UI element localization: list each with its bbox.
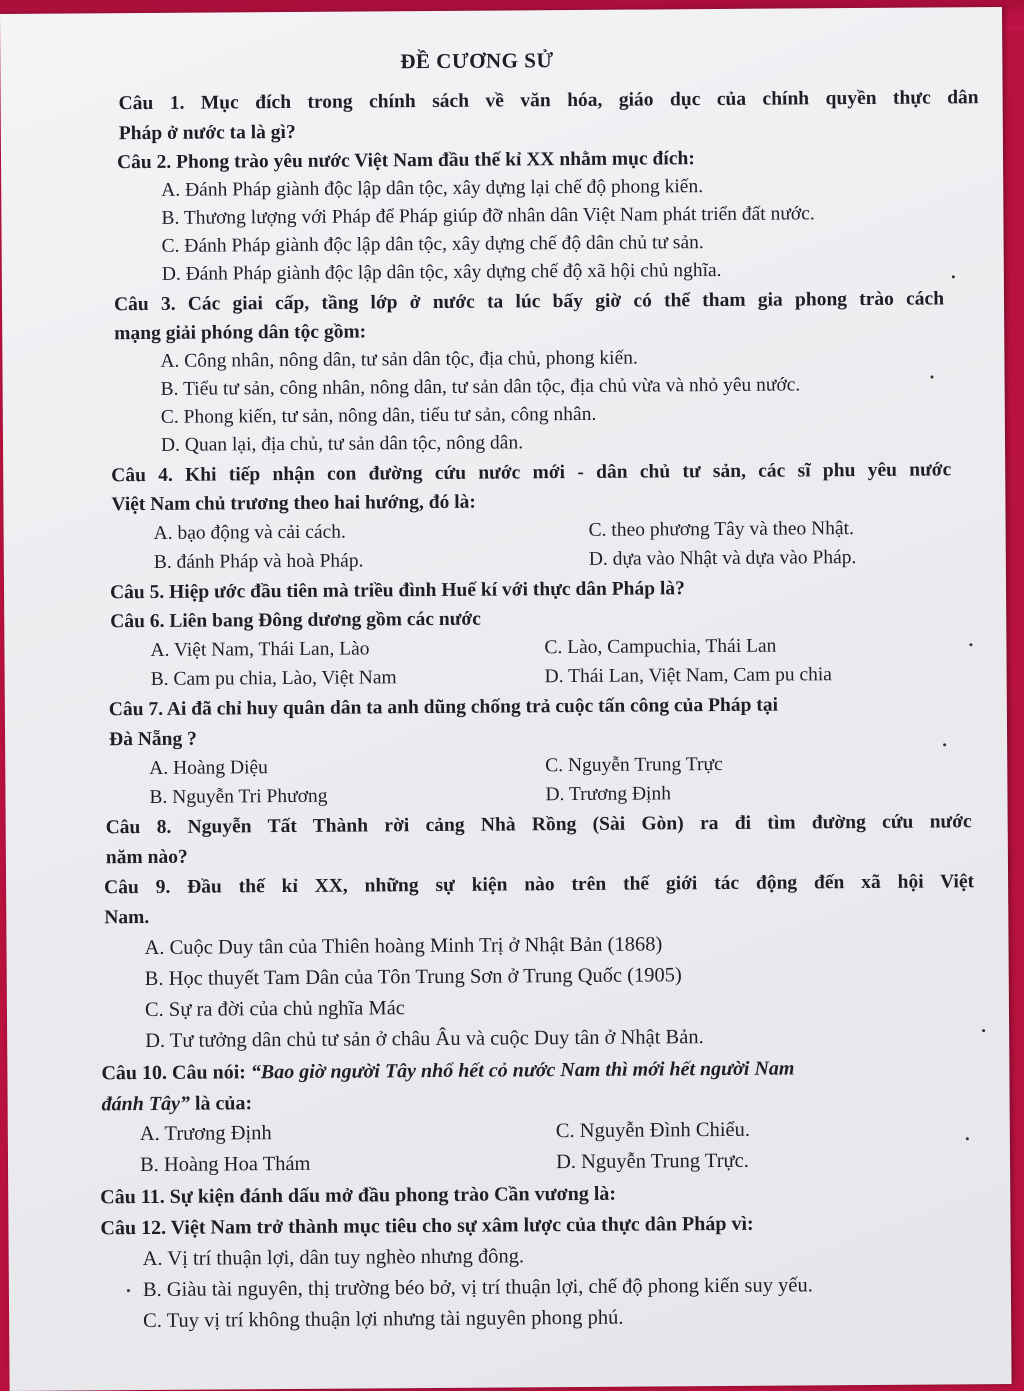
question-5: Câu 5. Hiệp ước đầu tiên mà triều đình Huế kí với thực dân Pháp là?	[109, 578, 685, 604]
question-3-line-1: Câu 3. Các giai cấp, tầng lớp ở nước ta lúc bấy giờ có thể tham gia phong trào cách	[113, 288, 945, 316]
question-7-option-b: B. Nguyễn Tri Phương	[149, 785, 328, 808]
question-7-option-d: D. Trương Định	[545, 783, 672, 806]
question-12-option-b: B. Giàu tài nguyên, thị trường béo bở, vị trí thuận lợi, chế độ phong kiến suy yếu.	[142, 1274, 813, 1302]
question-9-option-b: B. Học thuyết Tam Dân của Tôn Trung Sơn ở Trung Quốc (1905)	[144, 964, 682, 991]
question-6-option-d: D. Thái Lan, Việt Nam, Cam pu chia	[544, 664, 833, 688]
question-4-option-a: A. bạo động và cải cách.	[153, 521, 346, 544]
question-3-option-b: B. Tiểu tư sản, công nhân, nông dân, tư sản dân tộc, địa chủ vừa và nhỏ yêu nước.	[160, 374, 801, 400]
question-3-line-2: mạng giải phóng dân tộc gồm:	[114, 321, 367, 345]
question-4-line-2: Việt Nam chủ trương theo hai hướng, đó là:	[111, 491, 476, 516]
question-4-option-b: B. đánh Pháp và hoà Pháp.	[153, 550, 364, 573]
question-2-option-d: D. Đánh Pháp giành độc lập dân tộc, xây dựng chế độ xã hội chủ nghĩa.	[161, 259, 722, 285]
question-2: Câu 2. Phong trào yêu nước Việt Nam đầu thế kỉ XX nhằm mục đích:	[116, 148, 695, 174]
question-9-line-1: Câu 9. Đầu thế kỉ XX, những sự kiện nào trên thế giới tác động đến xã hội Việt	[104, 871, 975, 899]
ink-speck	[952, 275, 955, 278]
question-4-line-1: Câu 4. Khi tiếp nhận con đường cứu nước mới - dân chủ tư sản, các sĩ phu yêu nước	[111, 459, 952, 487]
question-3-option-c: C. Phong kiến, tư sản, nông dân, tiểu tư sản, công nhân.	[160, 403, 597, 428]
question-10-quote-1: “Bao giờ người Tây nhổ hết cỏ nước Nam thì mới hết người Nam	[250, 1057, 795, 1084]
question-8-line-2: năm nào?	[105, 846, 188, 869]
question-3-option-d: D. Quan lại, địa chủ, tư sản dân tộc, nông dân.	[160, 432, 524, 456]
question-12: Câu 12. Việt Nam trở thành mục tiêu cho sự xâm lược của thực dân Pháp vì:	[100, 1212, 754, 1240]
ink-speck	[982, 1029, 985, 1032]
exam-paper	[0, 7, 1012, 1391]
question-6: Câu 6. Liên bang Đông dương gồm các nước	[110, 608, 481, 633]
ink-speck	[966, 1137, 969, 1140]
question-10-quote-2: đánh Tây”	[101, 1092, 191, 1116]
question-10-line-2	[102, 1092, 253, 1116]
question-10-option-c: C. Nguyễn Đình Chiểu.	[555, 1118, 751, 1143]
question-4-option-d: D. dựa vào Nhật và dựa vào Pháp.	[588, 547, 857, 570]
question-10-suffix: là của:	[189, 1092, 253, 1115]
question-7-option-c: C. Nguyễn Trung Trực	[545, 753, 723, 777]
page-title: ĐỀ CƯƠNG SỬ	[400, 48, 554, 74]
ink-speck	[969, 643, 972, 646]
question-10-line-1	[101, 1057, 794, 1085]
question-2-option-a: A. Đánh Pháp giành độc lập dân tộc, xây dựng lại chế độ phong kiến.	[161, 176, 704, 201]
question-10-option-a: A. Trương Định	[139, 1122, 272, 1146]
ink-speck	[127, 1289, 130, 1292]
question-9-option-c: C. Sự ra đời của chủ nghĩa Mác	[144, 997, 405, 1022]
question-9-option-d: D. Tư tưởng dân chủ tư sản ở châu Âu và cuộc Duy tân ở Nhật Bản.	[145, 1026, 704, 1053]
ink-speck	[943, 743, 946, 746]
question-6-option-a: A. Việt Nam, Thái Lan, Lào	[150, 638, 370, 661]
question-3-option-a: A. Công nhân, nông dân, tư sản dân tộc, địa chủ, phong kiến.	[160, 347, 638, 372]
question-7-line-1: Câu 7. Ai đã chỉ huy quân dân ta anh dũng chống trả cuộc tấn công của Pháp tại	[108, 694, 779, 721]
question-10-prefix: Câu 10. Câu nói:	[101, 1061, 251, 1085]
question-1-line-1: Câu 1. Mục đích trong chính sách về văn hóa, giáo dục của chính quyền thực dân	[118, 87, 979, 115]
question-2-option-c: C. Đánh Pháp giành độc lập dân tộc, xây dựng chế độ dân chủ tư sản.	[161, 232, 704, 257]
question-4-option-c: C. theo phương Tây và theo Nhật.	[588, 518, 854, 541]
question-1-line-2: Pháp ở nước ta là gì?	[118, 121, 296, 145]
question-12-option-a: A. Vị trí thuận lợi, dân tuy nghèo nhưng đông.	[142, 1245, 525, 1271]
question-6-option-c: C. Lào, Campuchia, Thái Lan	[544, 635, 777, 659]
question-6-option-b: B. Cam pu chia, Lào, Việt Nam	[150, 667, 397, 690]
ink-speck	[931, 375, 934, 378]
question-7-line-2: Đà Nẵng ?	[108, 728, 197, 751]
question-8-line-1: Câu 8. Nguyễn Tất Thành rời cảng Nhà Rồng (Sài Gòn) ra đi tìm đường cứu nước	[105, 811, 972, 839]
question-2-option-b: B. Thương lượng với Pháp để Pháp giúp đỡ nhân dân Việt Nam phát triển đất nước.	[161, 203, 815, 229]
question-9-option-a: A. Cuộc Duy tân của Thiên hoàng Minh Trị ở Nhật Bản (1868)	[144, 933, 663, 960]
question-11: Câu 11. Sự kiện đánh dấu mở đầu phong trào Cần vương là:	[100, 1182, 617, 1209]
question-9-line-2: Nam.	[104, 906, 150, 929]
question-10-option-d: D. Nguyễn Trung Trực.	[555, 1149, 749, 1174]
question-10-option-b: B. Hoàng Hoa Thám	[139, 1152, 311, 1177]
question-12-option-c: C. Tuy vị trí không thuận lợi nhưng tài nguyên phong phú.	[143, 1306, 624, 1333]
question-7-option-a: A. Hoàng Diệu	[149, 757, 268, 779]
